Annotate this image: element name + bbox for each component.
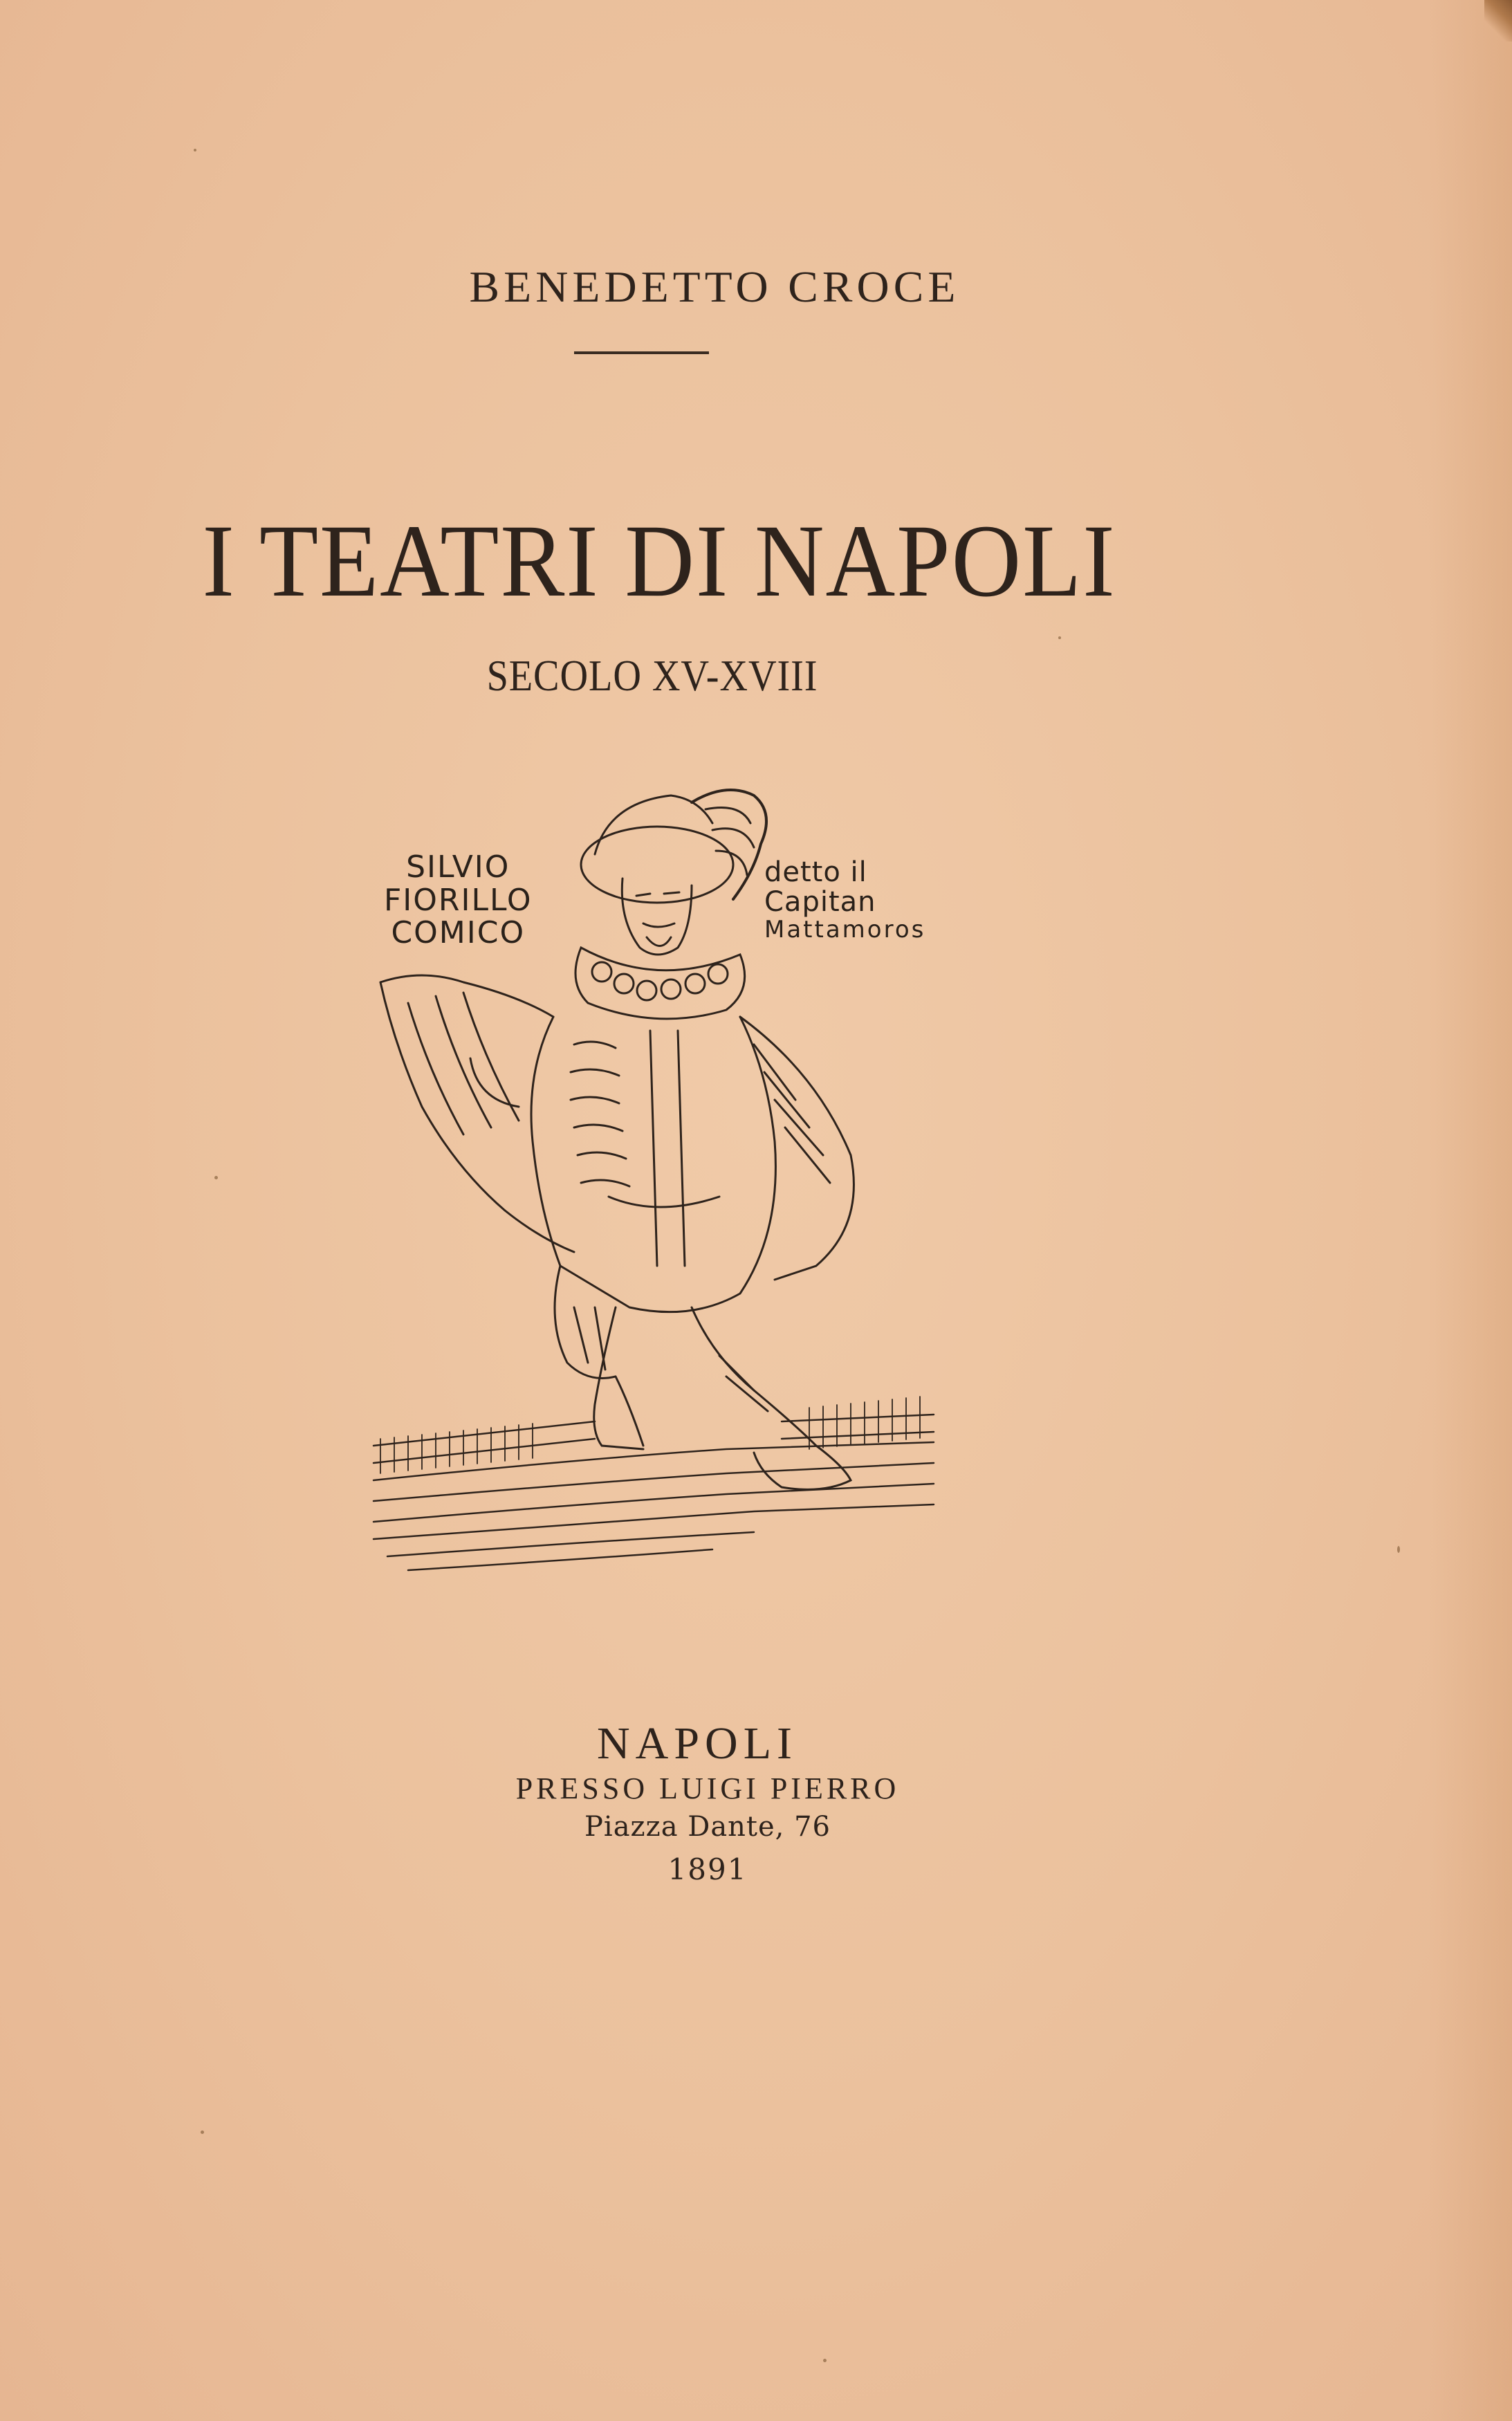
imprint-address: Piazza Dante, 76 [584, 1811, 831, 1843]
caption-line: Capitan [764, 886, 876, 919]
book-title: I TEATRI DI NAPOLI [202, 504, 1116, 618]
paper-speck [214, 1176, 218, 1179]
legs-icon [555, 1266, 851, 1489]
book-subtitle: SECOLO XV-XVIII [486, 651, 818, 700]
title-divider-rule [574, 351, 709, 354]
page-edge-shading [1429, 0, 1512, 2421]
plumed-hat-icon [581, 790, 766, 903]
caption-line: Mattamoros [764, 916, 926, 944]
caption-line: FIORILLO [384, 882, 533, 918]
illustration-caption-left [384, 851, 533, 950]
caption-line: detto il [764, 856, 867, 888]
paper-speck [823, 2359, 827, 2362]
imprint-year: 1891 [667, 1852, 748, 1886]
paper-speck [194, 149, 196, 151]
corner-stain [1484, 0, 1512, 42]
ruff-collar-icon [575, 948, 745, 1019]
caption-line: SILVIO [406, 849, 510, 885]
imprint-publisher: PRESSO LUIGI PIERRO [515, 1771, 900, 1805]
doublet-icon [531, 1017, 775, 1312]
caption-line: COMICO [391, 915, 526, 951]
illustration-caption-right [764, 858, 925, 943]
paper-speck [201, 2130, 204, 2134]
face-icon [622, 878, 692, 955]
outstretched-cape-icon [380, 975, 574, 1252]
ground-lines-icon [374, 1415, 934, 1570]
author-name: BENEDETTO CROCE [469, 262, 960, 311]
paper-speck [1058, 636, 1061, 639]
paper-speck [1397, 1546, 1400, 1553]
imprint-city: NAPOLI [597, 1718, 798, 1769]
